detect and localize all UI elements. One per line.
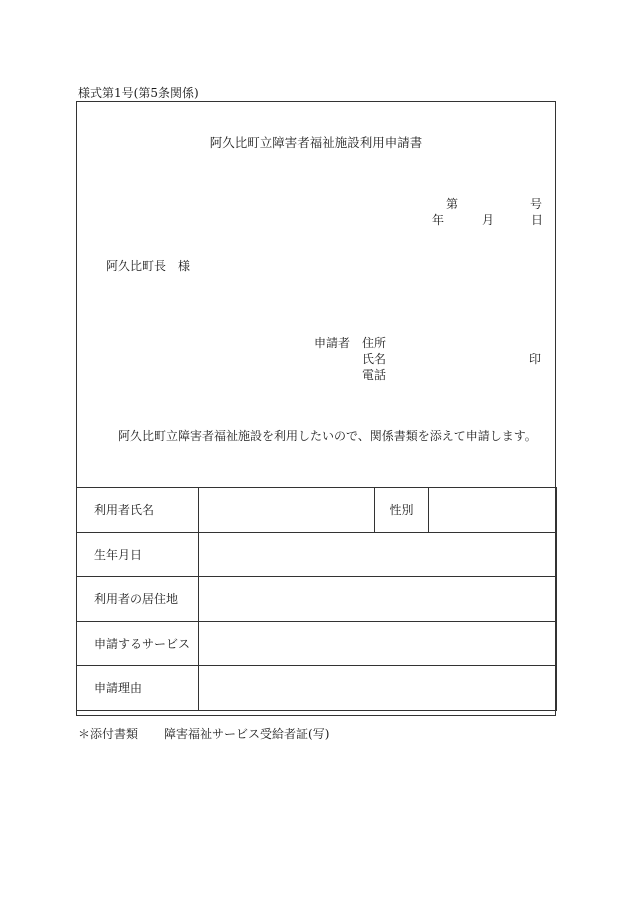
phone-label: 電話 bbox=[362, 368, 387, 382]
user-name-label: 利用者氏名 bbox=[77, 488, 199, 533]
attachment-note bbox=[78, 725, 329, 742]
reason-field[interactable] bbox=[199, 666, 557, 711]
seal-mark: 印 bbox=[529, 352, 542, 366]
application-statement: 阿久比町立障害者福祉施設を利用したいので、関係書類を添えて申請します。 bbox=[118, 429, 537, 443]
residence-field[interactable] bbox=[199, 577, 557, 622]
addressee: 阿久比町長 様 bbox=[106, 259, 191, 273]
date-year-label: 年 bbox=[432, 213, 445, 227]
gender-label: 性別 bbox=[375, 488, 429, 533]
date-day-label: 日 bbox=[531, 213, 544, 227]
reason-label: 申請理由 bbox=[77, 666, 199, 711]
table-row bbox=[77, 621, 557, 666]
service-label: 申請するサービス bbox=[77, 621, 199, 666]
address-label: 住所 bbox=[362, 336, 387, 350]
birth-date-field[interactable] bbox=[199, 532, 557, 577]
document-number-dai: 第 bbox=[446, 197, 459, 211]
table-row bbox=[77, 532, 557, 577]
table-row bbox=[77, 666, 557, 711]
applicant-details-table bbox=[76, 487, 557, 711]
name-label: 氏名 bbox=[362, 352, 387, 366]
birth-date-label: 生年月日 bbox=[77, 532, 199, 577]
document-number-go: 号 bbox=[530, 197, 543, 211]
attachment-item: 障害福祉サービス受給者証(写) bbox=[164, 727, 330, 741]
attachment-label: ＊添付書類 bbox=[78, 727, 139, 741]
application-form-frame bbox=[76, 101, 556, 716]
service-field[interactable] bbox=[199, 621, 557, 666]
form-title: 阿久比町立障害者福祉施設利用申請書 bbox=[209, 135, 423, 150]
table-row bbox=[77, 577, 557, 622]
date-month-label: 月 bbox=[482, 213, 495, 227]
table-row bbox=[77, 488, 557, 533]
user-name-field[interactable] bbox=[199, 488, 375, 533]
form-number-label: 様式第1号(第5条関係) bbox=[78, 86, 199, 100]
applicant-label: 申請者 bbox=[314, 336, 351, 350]
gender-field[interactable] bbox=[429, 488, 557, 533]
residence-label: 利用者の居住地 bbox=[77, 577, 199, 622]
